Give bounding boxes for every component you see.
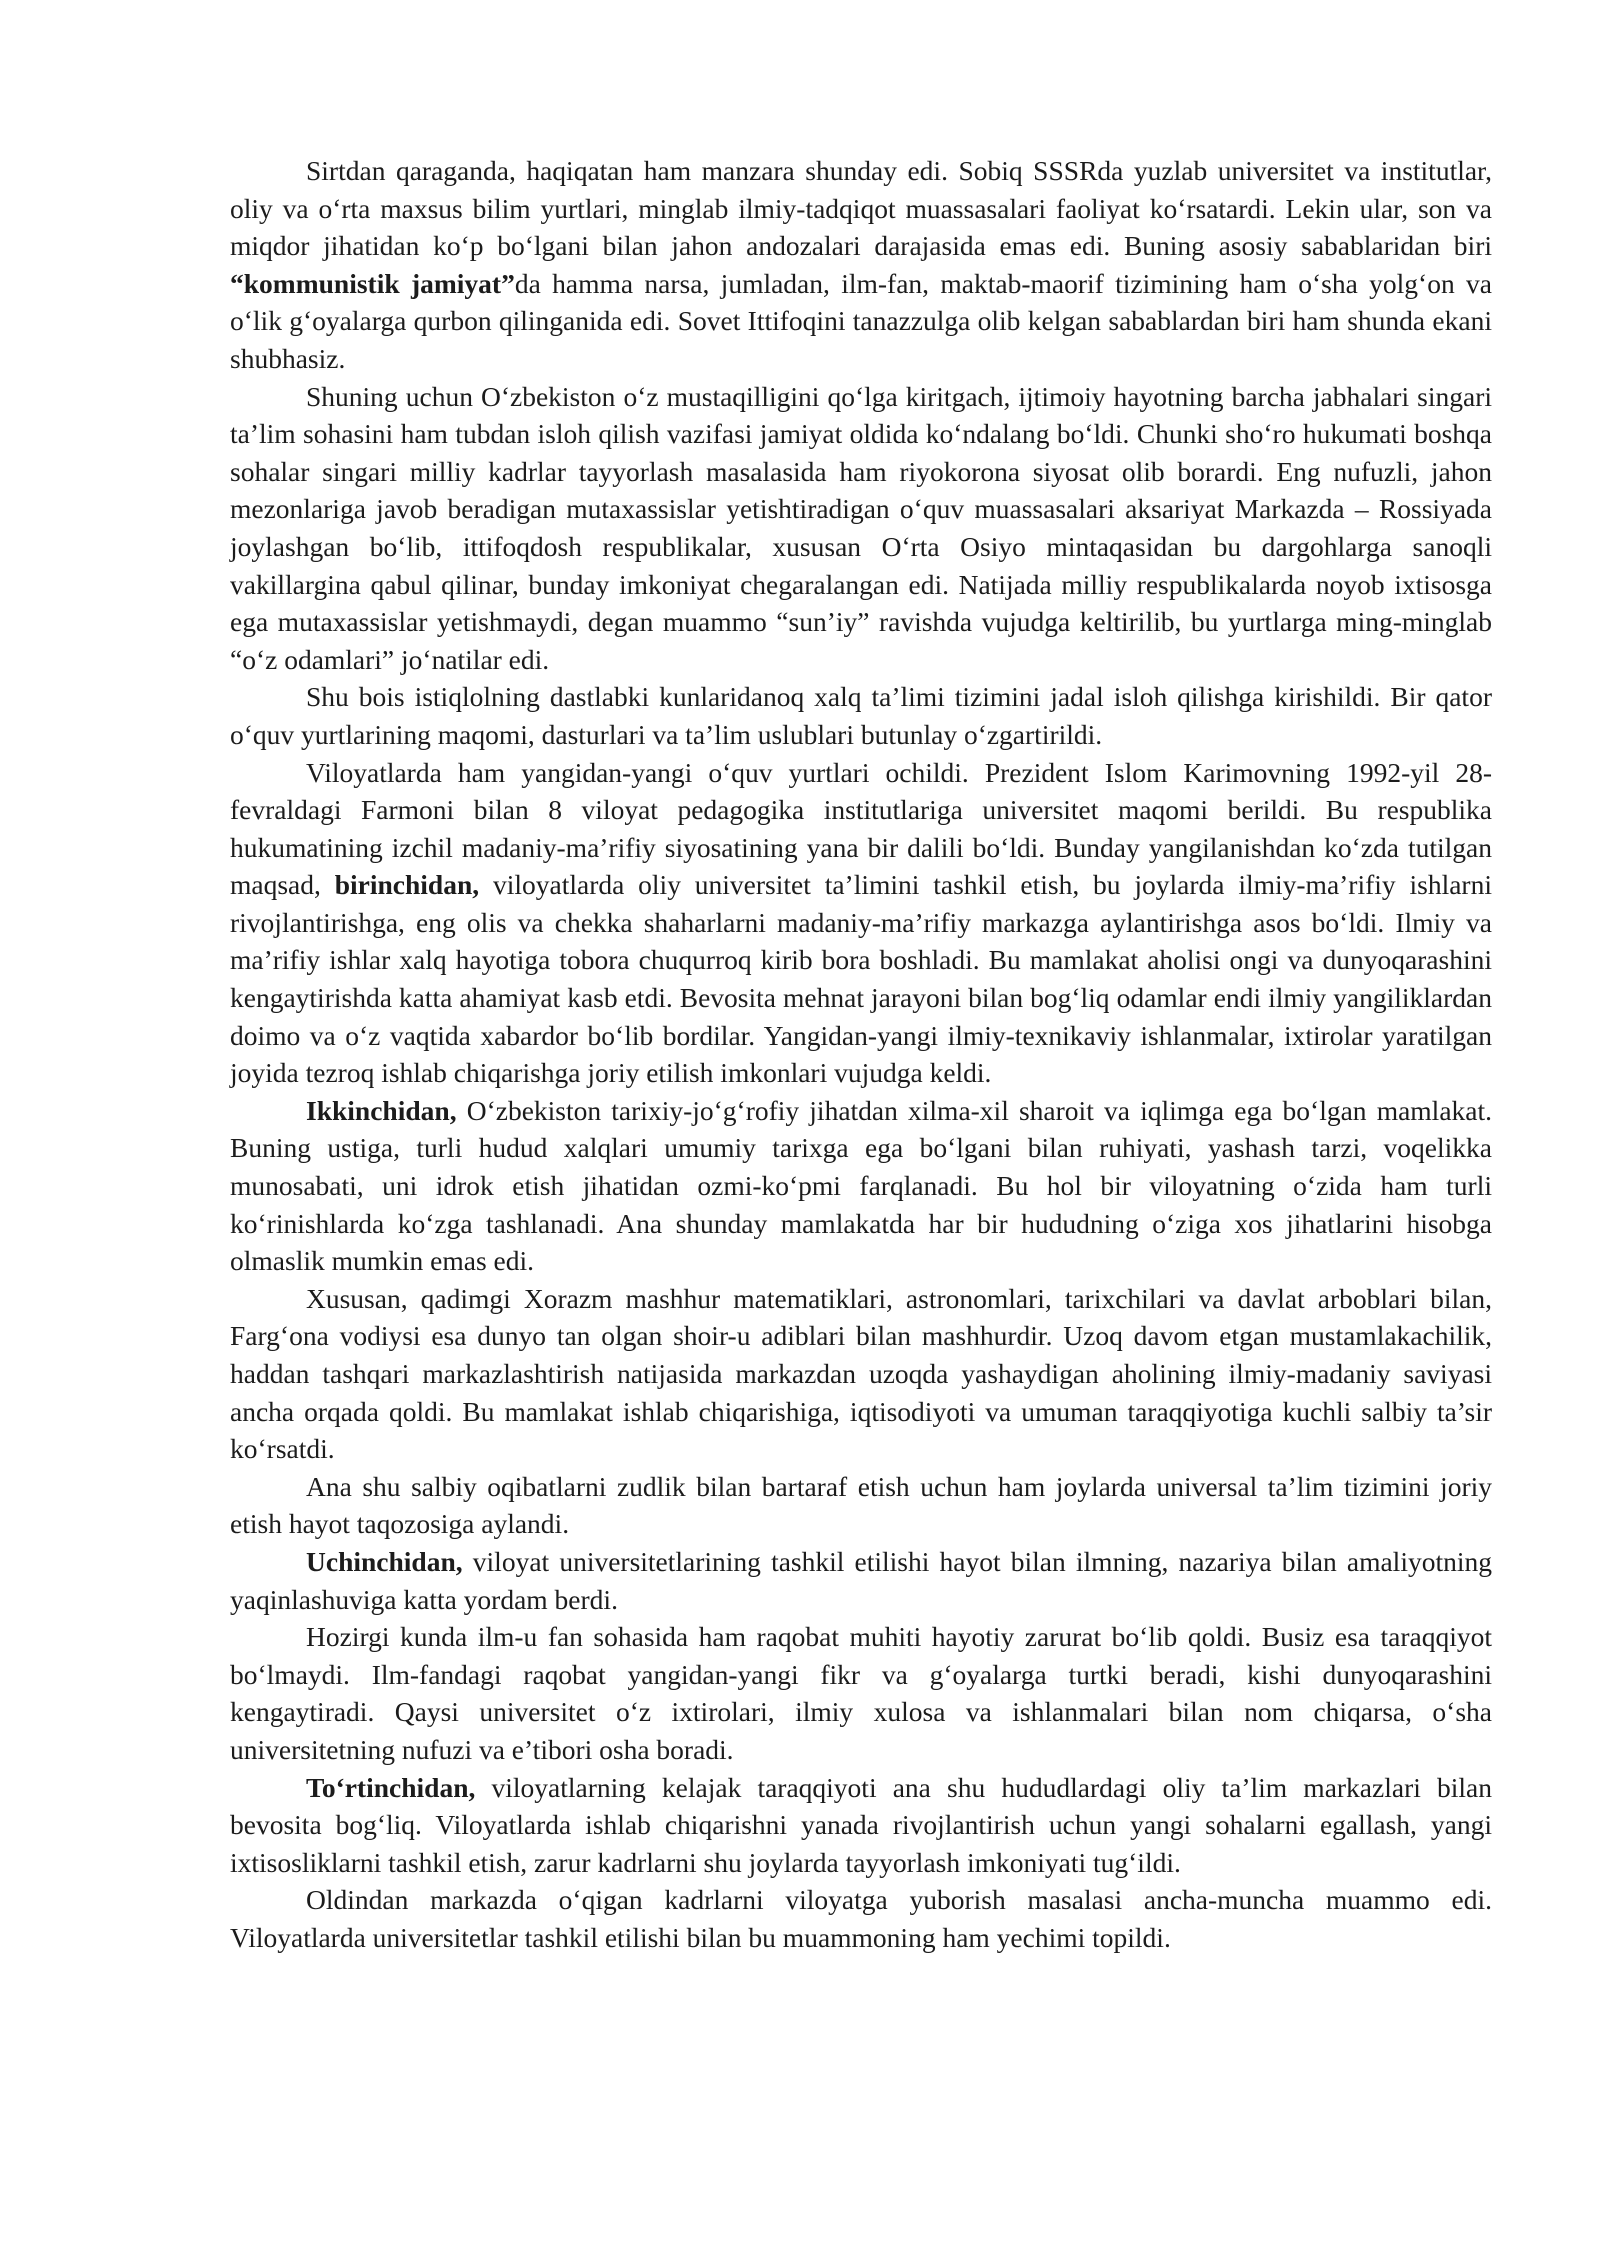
- document-page: [230, 152, 1492, 1957]
- paragraph-text: viloyatlarda oliy universitet ta’limini tashkil etish, bu joylarda ilmiy-ma’rifiy ishlarni rivojlantirishga, eng olis va chekka shaharlarni madaniy-ma’rifiy markazga aylantirishga asos bo‘ldi. Ilmiy va ma’rifiy ishlar xalq hayotiga tobora chuqurroq kirib bora boshladi. Bu mamlakat aholisi ongi va dunyoqarashini kengaytirishda katta ahamiyat kasb etdi. Bevosita mehnat jarayoni bilan bog‘liq odamlar endi ilmiy yangiliklardan doimo va o‘z vaqtida xabardor bo‘lib bordilar. Yangidan-yangi ilmiy-texnikaviy ishlanmalar, ixtirolar yaratilgan joyida tezroq ishlab chiqarishga joriy etilish imkonlari vujudga keldi.: [230, 869, 1492, 1089]
- paragraph-2: [230, 378, 1492, 679]
- paragraph-text: viloyat universitetlarining tashkil etilishi hayot bilan ilmning, nazariya bilan amaliyotning yaqinlashuviga katta yordam berdi.: [230, 1545, 1492, 1615]
- paragraph-text: Xususan, qadimgi Xorazm mashhur matematiklari, astronomlari, tarixchilari va davlat arboblari bilan, Farg‘ona vodiysi esa dunyo tan olgan shoir-u adiblari bilan mashhurdir. Uzoq davom etgan mustamlakachilik, haddan tashqari markazlashtirish natijasida markazdan uzoqda yashaydigan aholining ilmiy-madaniy saviyasi ancha orqada qoldi. Bu mamlakat ishlab chiqarishiga, iqtisodiyoti va umuman taraqqiyotiga kuchli salbiy ta’sir ko‘rsatdi.: [230, 1282, 1492, 1465]
- paragraph-text: Shu bois istiqlolning dastlabki kunlaridanoq xalq ta’limi tizimini jadal isloh qilishga kirishildi. Bir qator o‘quv yurtlarining maqomi, dasturlari va ta’lim uslublari butunlay o‘zgartirildi.: [230, 681, 1492, 750]
- paragraph-1: [230, 152, 1492, 378]
- paragraph-9: [230, 1618, 1492, 1768]
- bold-phrase: Uchinchidan,: [306, 1545, 463, 1577]
- paragraph-text: Hozirgi kunda ilm-u fan sohasida ham raqobat muhiti hayotiy zarurat bo‘lib qoldi. Busiz esa taraqqiyot bo‘lmaydi. Ilm-fandagi raqobat yangidan-yangi fikr va g‘oyalarga turtki beradi, kishi dunyoqarashini kengaytiradi. Qaysi universitet o‘z ixtirolari, ilmiy xulosa va ishlanmalari bilan nom chiqarsa, o‘sha universitetning nufuzi va e’tibori osha boradi.: [230, 1621, 1492, 1765]
- bold-phrase: To‘rtinchidan,: [306, 1771, 476, 1803]
- paragraph-7: [230, 1468, 1492, 1543]
- bold-phrase: “kommunistik jamiyat”: [230, 267, 515, 299]
- paragraph-text: O‘zbekiston tarixiy-jo‘g‘rofiy jihatdan xilma-xil sharoit va iqlimga ega bo‘lgan mamlakat. Buning ustiga, turli hudud xalqlari umumiy tarixga ega bo‘lgani bilan ruhiyati, yashash tarzi, voqelikka munosabati, uni idrok etish jihatidan ozmi-ko‘pmi farqlanadi. Bu hol bir viloyatning o‘zida ham turli ko‘rinishlarda ko‘zga tashlanadi. Ana shunday mamlakatda har bir hududning o‘ziga xos jihatlarini hisobga olmaslik mumkin emas edi.: [230, 1094, 1492, 1277]
- paragraph-text: Shuning uchun O‘zbekiston o‘z mustaqilligini qo‘lga kiritgach, ijtimoiy hayotning barcha jabhalari singari ta’lim sohasini ham tubdan isloh qilish vazifasi jamiyat oldida ko‘ndalang bo‘ldi. Chunki sho‘ro hukumati boshqa sohalar singari milliy kadrlar tayyorlash masalasida ham riyokorona siyosat olib borardi. Eng nufuzli, jahon mezonlariga javob beradigan mutaxassislar yetishtiradigan o‘quv muassasalari aksariyat Markazda – Rossiyada joylashgan bo‘lib, ittifoqdosh respublikalar, xususan O‘rta Osiyo mintaqasidan bu dargohlarga sanoqli vakillargina qabul qilinar, bunday imkoniyat chegaralangan edi. Natijada milliy respublikalarda noyob ixtisosga ega mutaxassislar yetishmaydi, degan muammo “sun’iy” ravishda vujudga keltirilib, bu yurtlarga ming-minglab “o‘z odamlari” jo‘natilar edi.: [230, 380, 1492, 675]
- paragraph-4: [230, 754, 1492, 1092]
- paragraph-text: Sirtdan qaraganda, haqiqatan ham manzara shunday edi. Sobiq SSSRda yuzlab universitet va institutlar, oliy va o‘rta maxsus bilim yurtlari, minglab ilmiy-tadqiqot muassasalari faoliyat ko‘rsatardi. Lekin ular, son va miqdor jihatidan ko‘p bo‘lgani bilan jahon andozalari darajasida emas edi. Buning asosiy sabablaridan biri: [230, 155, 1492, 262]
- bold-phrase: birinchidan,: [334, 869, 480, 901]
- paragraph-11: [230, 1881, 1492, 1956]
- paragraph-8: [230, 1543, 1492, 1618]
- bold-phrase: Ikkinchidan,: [306, 1094, 457, 1126]
- paragraph-text: Viloyatlarda ham yangidan-yangi o‘quv yurtlari ochildi. Prezident Islom Karimovning 1992-yil 28-fevraldagi Farmoni bilan 8 viloyat pedagogika institutlariga universitet maqomi berildi. Bu respublika hukumatining izchil madaniy-ma’rifiy siyosatining yana bir dalili bo‘ldi. Bunday yangilanishdan ko‘zda tutilgan maqsad,: [230, 756, 1492, 901]
- paragraph-text: da hamma narsa, jumladan, ilm-fan, maktab-maorif tizimining ham o‘sha yolg‘on va o‘lik g‘oyalarga qurbon qilinganida edi. Sovet Ittifoqini tanazzulga olib kelgan sabablardan biri ham shunda ekani shubhasiz.: [230, 267, 1492, 374]
- paragraph-text: Ana shu salbiy oqibatlarni zudlik bilan bartaraf etish uchun ham joylarda universal ta’lim tizimini joriy etish hayot taqozosiga aylandi.: [230, 1470, 1492, 1540]
- paragraph-10: [230, 1769, 1492, 1882]
- paragraph-text: Oldindan markazda o‘qigan kadrlarni viloyatga yuborish masalasi ancha-muncha muammo edi. Viloyatlarda universitetlar tashkil etilishi bilan bu muammoning ham yechimi topildi.: [230, 1884, 1492, 1953]
- paragraph-6: [230, 1280, 1492, 1468]
- paragraph-3: [230, 678, 1492, 753]
- paragraph-5: [230, 1092, 1492, 1280]
- paragraph-text: viloyatlarning kelajak taraqqiyoti ana shu hududlardagi oliy ta’lim markazlari bilan bevosita bog‘liq. Viloyatlarda ishlab chiqarishni yanada rivojlantirish uchun yangi sohalarni egallash, yangi ixtisosliklarni tashkil etish, zarur kadrlarni shu joylarda tayyorlash imkoniyati tug‘ildi.: [230, 1771, 1492, 1878]
